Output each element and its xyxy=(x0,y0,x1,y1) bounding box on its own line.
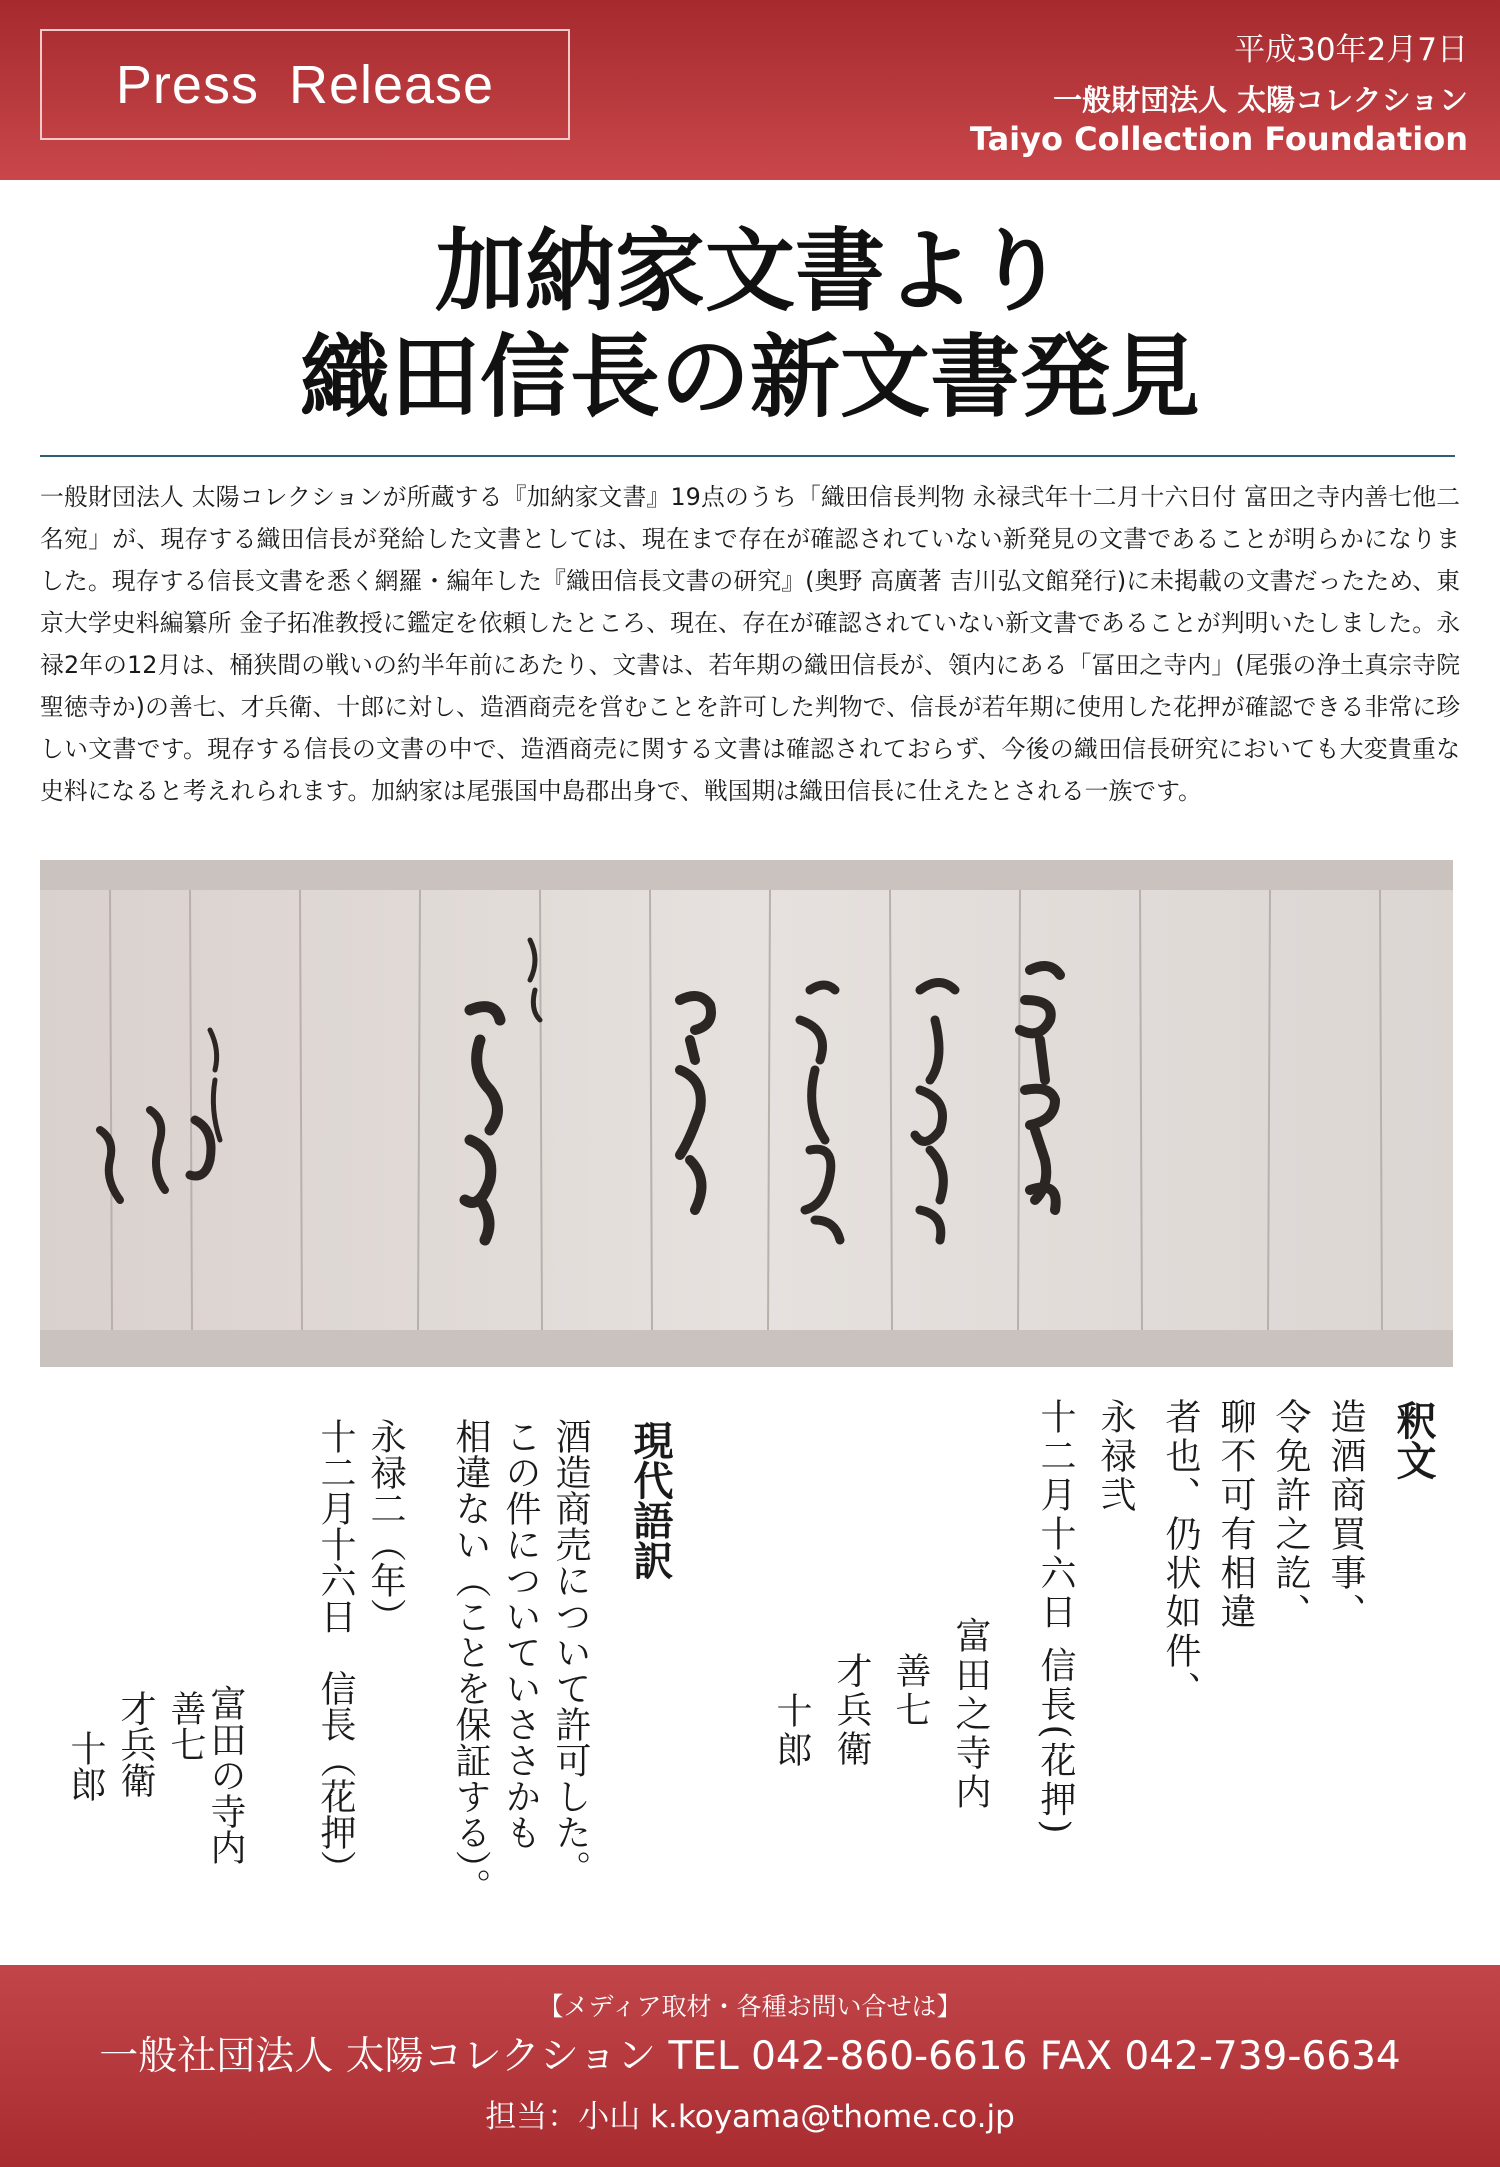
shakubun-line: 造酒商買事、 xyxy=(1325,1398,1366,1632)
shakubun-date-line: 十二月十六日 信長(花押) xyxy=(1035,1398,1076,1837)
header-banner xyxy=(0,0,1500,180)
shakubun-recipient: 才兵衛 xyxy=(831,1652,872,1769)
gendaigo-line: この件についていささかも xyxy=(500,1418,541,1850)
gendaigo-heading: 現代語訳 xyxy=(627,1420,673,1580)
document-photo xyxy=(40,860,1453,1367)
title-line-1: 加納家文書より xyxy=(435,218,1065,324)
shakubun-recipient: 善七 xyxy=(890,1652,931,1730)
footer-contact-banner xyxy=(0,1965,1500,2167)
gendaigo-date: 永禄二（年） xyxy=(365,1418,406,1634)
calligraphy-scroll-image xyxy=(40,860,1453,1367)
shakubun-recipient: 十郎 xyxy=(771,1692,812,1770)
shakubun-line: 聊不可有相違 xyxy=(1215,1398,1256,1632)
gendaigo-recipient: 富田の寺内 xyxy=(205,1685,246,1865)
gendaigo-recipient: 十郎 xyxy=(65,1730,106,1802)
org-name-english: Taiyo Collection Foundation xyxy=(969,120,1468,158)
org-name-japanese: 一般財団法人 太陽コレクション xyxy=(1053,83,1468,117)
title-line-2: 織田信長の新文書発見 xyxy=(300,324,1200,431)
page-title xyxy=(0,218,1500,430)
shakubun-line: 永禄弐 xyxy=(1095,1398,1136,1515)
inquiry-label: 【メディア取材・各種お問い合せは】 xyxy=(538,1992,962,2021)
shakubun-heading: 釈文 xyxy=(1390,1400,1437,1480)
release-date: 平成30年2月7日 xyxy=(1234,32,1468,68)
shakubun-recipient: 富田之寺内 xyxy=(950,1617,991,1812)
shakubun-line: 令免許之訖、 xyxy=(1270,1398,1311,1632)
body-paragraph: 一般財団法人 太陽コレクションが所蔵する『加納家文書』19点のうち「織田信長判物 永禄弐年十二月十六日付 富田之寺内善七他二名宛」が、現存する織田信長が発給した文書としては、現在まで存在が確認されていない新発見の文書であることが明らかになりました。現存する信長文書を悉く網羅・編年した『織田信長文書の研究』(奥野 高廣著 吉川弘文館発行)に未掲載の文書だったため、東京大学史料編纂所 金子拓准教授に鑑定を依頼したところ、現在、存在が確認されていない新文書であることが判明いたしました。永禄2年の12月は、桶狭間の戦いの約半年前にあたり、文書は、若年期の織田信長が、領内にある「冨田之寺内」(尾張の浄土真宗寺院聖徳寺か)の善七、才兵衛、十郎に対し、造酒商売を営むことを許可した判物で、信長が若年期に使用した花押が確認できる非常に珍しい文書です。現存する信長の文書の中で、造酒商売に関する文書は確認されておらず、今後の織田信長研究においても大変貴重な史料になると考えれられます。加納家は尾張国中島郡出身で、戦国期は織田信長に仕えたとされる一族です。 xyxy=(40,483,1460,805)
contact-info: 一般社団法人 太陽コレクション TEL 042-860-6616 FAX 042-739-6634 xyxy=(99,2034,1401,2079)
gendaigo-line: 酒造商売について許可した。 xyxy=(550,1418,591,1886)
gendaigo-date-line: 十二月十六日 信長（花押） xyxy=(315,1418,356,1886)
contact-person: 担当：小山 k.koyama@thome.co.jp xyxy=(485,2099,1015,2135)
shakubun-line: 者也、仍状如件、 xyxy=(1160,1398,1201,1710)
gendaigo-recipient: 善七 xyxy=(165,1690,206,1762)
gendaigo-recipient: 才兵衛 xyxy=(115,1690,156,1798)
gendaigo-line: 相違ない（ことを保証する）。 xyxy=(450,1418,491,1904)
press-release-label: Press Release xyxy=(40,29,570,140)
title-divider xyxy=(40,455,1455,457)
